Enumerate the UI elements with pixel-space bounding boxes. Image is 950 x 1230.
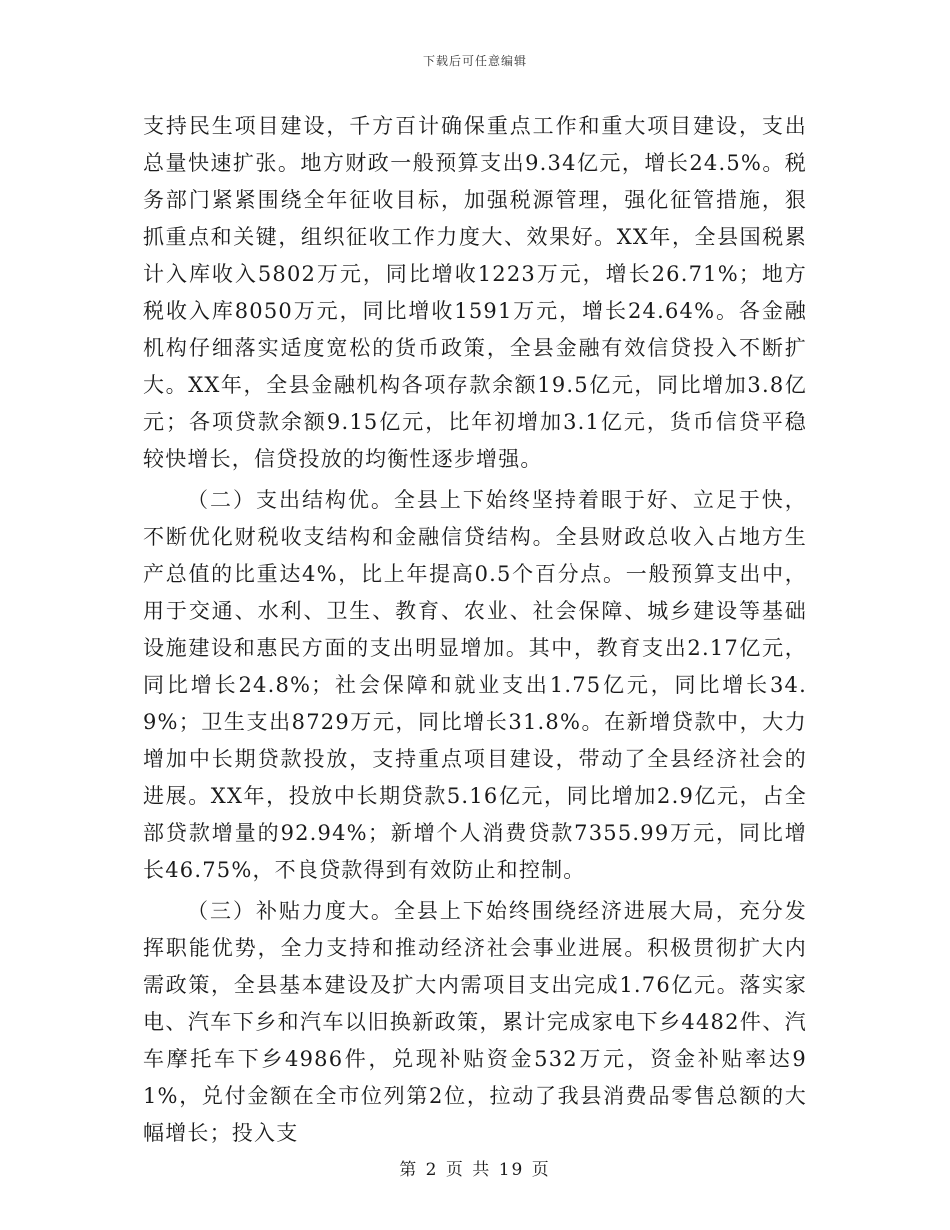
page-header: 下载后可任意编辑	[422, 54, 527, 68]
page-number-footer: 第 2 页 共 19 页	[399, 1160, 551, 1180]
paragraph-2: （二）支出结构优。全县上下始终坚持着眼于好、立足于快，不断优化财税收支结构和金融信贷结构。全县财政总收入占地方生产总值的比重达4%，比上年提高0.5个百分点。一般预算支出中，用于交通、水利、卫生、教育、农业、社会保障、城乡建设等基础设施建设和惠民方面的支出明显增加。其中，教育支出2.17亿元，同比增长24.8%；社会保障和就业支出1.75亿元，同比增长34.9%；卫生支出8729万元，同比增长31.8%。在新增贷款中，大力增加中长期贷款投放，支持重点项目建设，带动了全县经济社会的进展。XX年，投放中长期贷款5.16亿元，同比增加2.9亿元，占全部贷款增量的92.94%；新增个人消费贷款7355.99万元，同比增长46.75%，不良贷款得到有效防止和控制。	[143, 488, 807, 882]
paragraph-1: 支持民生项目建设，千方百计确保重点工作和重大项目建设，支出总量快速扩张。地方财政一般预算支出9.34亿元，增长24.5%。税务部门紧紧围绕全年征收目标，加强税源管理，强化征管措施，狠抓重点和关键，组织征收工作力度大、效果好。XX年，全县国税累计入库收入5802万元，同比增收1223万元，增长26.71%；地方税收入库8050万元，同比增收1591万元，增长24.64%。各金融机构仔细落实适度宽松的货币政策，全县金融有效信贷投入不断扩大。XX年，全县金融机构各项存款余额19.5亿元，同比增加3.8亿元；各项贷款余额9.15亿元，比年初增加3.1亿元，货币信贷平稳较快增长，信贷投放的均衡性逐步增强。	[143, 114, 807, 471]
document-body	[143, 108, 807, 1152]
paragraph-3: （三）补贴力度大。全县上下始终围绕经济进展大局，充分发挥职能优势，全力支持和推动经济社会事业进展。积极贯彻扩大内需政策，全县基本建设及扩大内需项目支出完成1.76亿元。落实家电、汽车下乡和汽车以旧换新政策，累计完成家电下乡4482件、汽车摩托车下乡4986件，兑现补贴资金532万元，资金补贴率达91%，兑付金额在全市位列第2位，拉动了我县消费品零售总额的大幅增长；投入支	[143, 899, 807, 1145]
